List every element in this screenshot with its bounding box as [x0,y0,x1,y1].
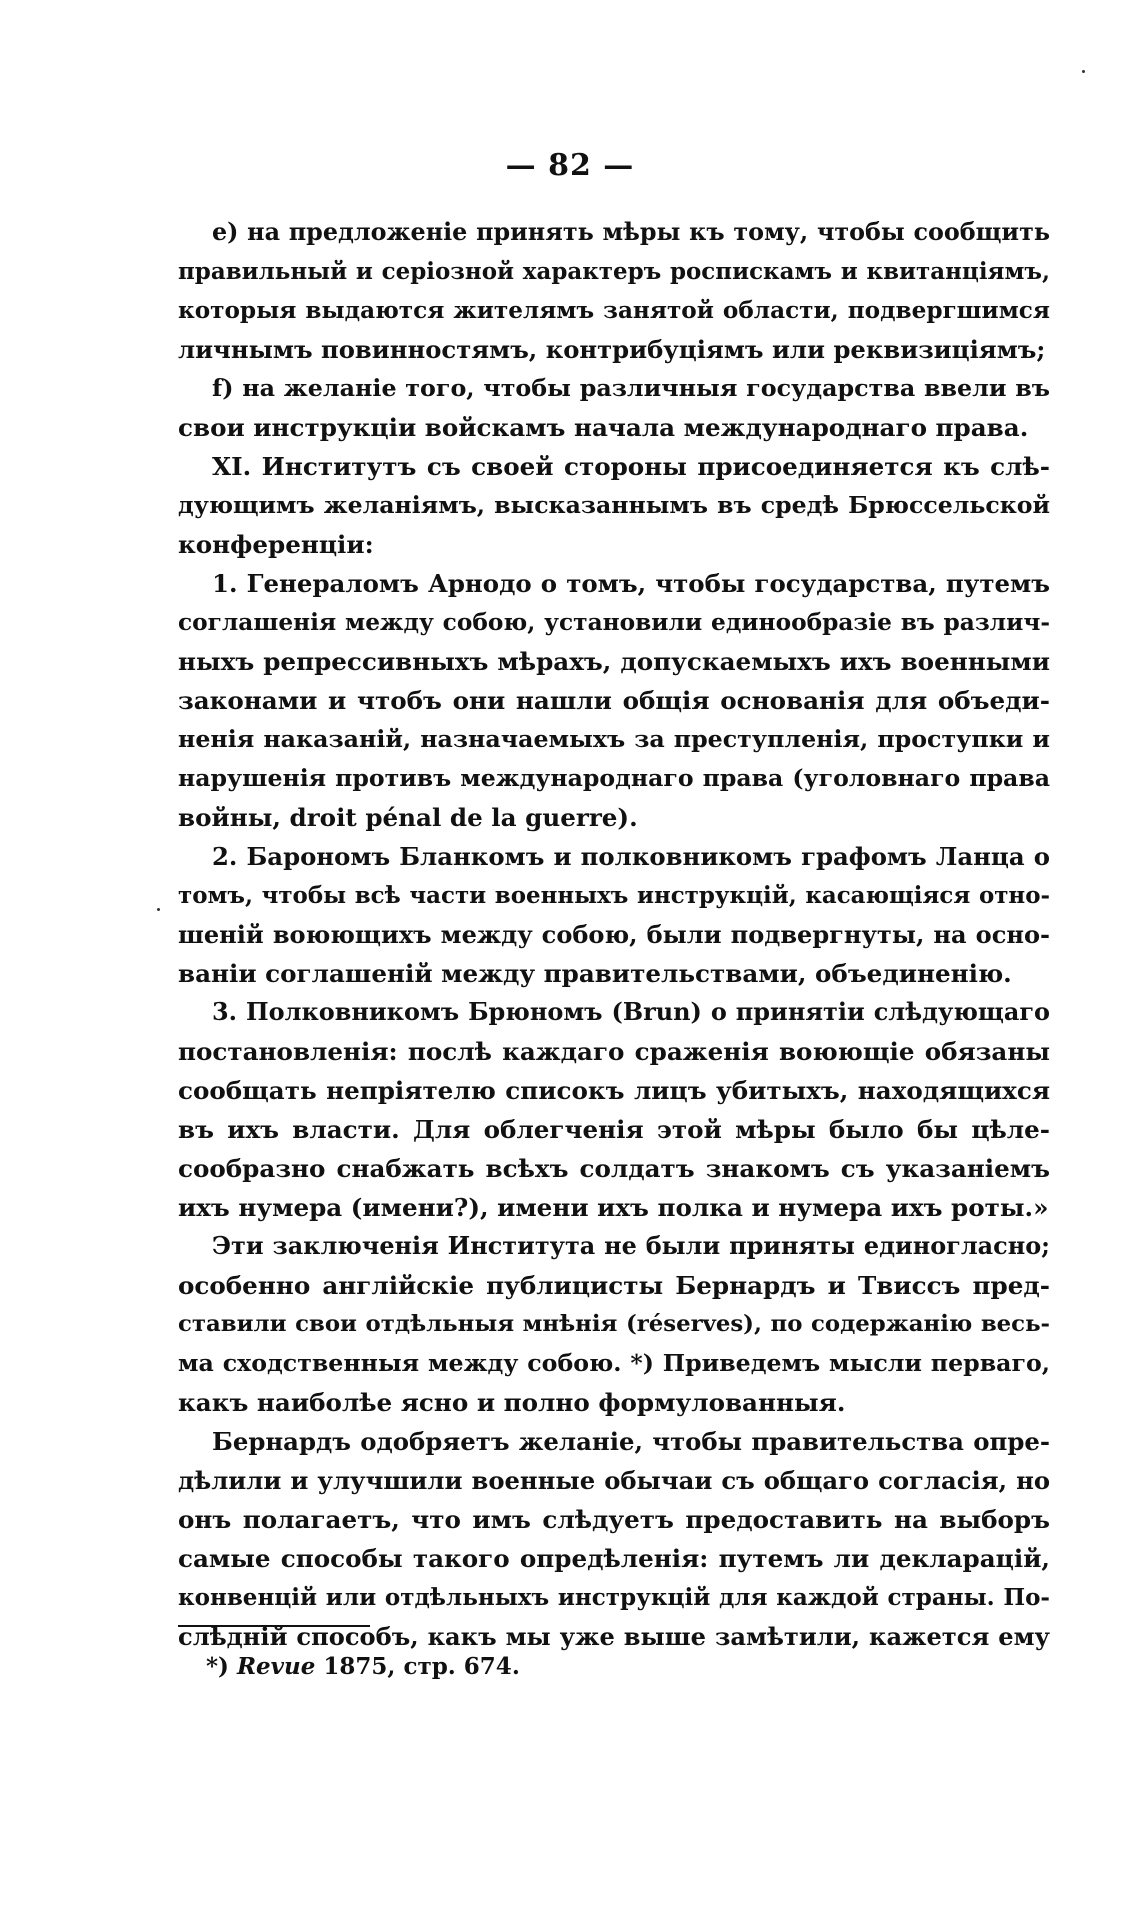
text-line: ихъ нумера (имени?), имени ихъ полка и нумера ихъ роты.» [178,1193,1049,1222]
footnote-source: Revue [236,1653,316,1680]
text-line: свои инструкціи войскамъ начала международнаго права. [178,413,1029,442]
text-line: дующимъ желаніямъ, высказаннымъ въ средѣ Брюссельской [178,491,1050,519]
text-line: войны, droit pénal de la guerre). [178,803,638,832]
text-line: 3. Полковникомъ Брюномъ (Brun) о принятіи слѣдующаго [212,998,1050,1026]
text-line: которыя выдаются жителямъ занятой области, подвергшимся [178,297,1050,324]
text-line: какъ наиболѣе ясно и полно формулованныя. [178,1388,846,1417]
text-line: онъ полагаетъ, что имъ слѣдуетъ предоставить на выборъ [178,1505,1050,1534]
text-line: слѣдній способъ, какъ мы уже выше замѣтили, кажется ему [178,1622,1050,1651]
text-line: 1. Генераломъ Арнодо о томъ, чтобы государства, путемъ [212,569,1050,598]
text-line: дѣлили и улучшили военные обычаи съ общаго согласія, но [178,1466,1050,1495]
text-line: постановленія: послѣ каждаго сраженія воюющіе обязаны [178,1037,1050,1066]
paper-speck [1082,70,1085,73]
text-line: Бернардъ одобряетъ желаніе, чтобы правительства опре- [212,1427,1050,1456]
text-line: f) на желаніе того, чтобы различныя государства ввели въ [212,374,1050,402]
text-line: XI. Институтъ съ своей стороны присоединяется къ слѣ- [212,452,1050,481]
text-line: ныхъ репрессивныхъ мѣрахъ, допускаемыхъ ихъ военными [178,647,1050,676]
text-line: въ ихъ власти. Для облегченія этой мѣры было бы цѣле- [178,1115,1050,1144]
text-line: 2. Барономъ Бланкомъ и полковникомъ графомъ Ланца о [212,842,1050,871]
footnote-marker: *) [206,1653,229,1680]
text-line: сообщать непріятелю списокъ лицъ убитыхъ, находящихся [178,1076,1050,1105]
footnote [206,1653,520,1680]
text-line: ставили свои отдѣльныя мнѣнія (réserves), по содержанію весь- [178,1311,1050,1337]
text-line: личнымъ повинностямъ, контрибуціямъ или реквизиціямъ; [178,335,1046,364]
text-line: Эти заключенія Института не были приняты единогласно; [212,1232,1050,1260]
text-line: особенно англійскіе публицисты Бернардъ и Твиссъ пред- [178,1271,1050,1300]
body-text [178,213,1050,1656]
text-line: конференціи: [178,530,374,559]
text-line: законами и чтобъ они нашли общія основанія для объеди- [178,686,1050,715]
text-line: нарушенія противъ международнаго права (уголовнаго права [178,764,1050,792]
text-line: ненія наказаній, назначаемыхъ за преступленія, проступки и [178,725,1050,753]
footnote-divider [178,1625,370,1627]
text-line: соглашенія между собою, установили единообразіе въ различ- [178,609,1050,636]
text-line: правильный и серіозной характеръ роспискамъ и квитанціямъ, [178,258,1050,285]
page-number: — 82 — [505,148,635,183]
text-line: шеній воюющихъ между собою, были подвергнуты, на осно- [178,920,1050,949]
footnote-detail: 1875, стр. 674. [323,1653,520,1680]
text-line: томъ, чтобы всѣ части военныхъ инструкцій, касающіяся отно- [178,882,1050,909]
text-line: конвенцій или отдѣльныхъ инструкцій для каждой страны. По- [178,1584,1050,1611]
text-line: сообразно снабжать всѣхъ солдатъ знакомъ съ указаніемъ [178,1154,1050,1183]
text-line: ваніи соглашеній между правительствами, объединенію. [178,959,1012,988]
text-line: ма сходственныя между собою. *) Приведемъ мысли перваго, [178,1349,1050,1377]
paper-speck [157,908,160,911]
text-line: самые способы такого опредѣленія: путемъ ли декларацій, [178,1544,1050,1573]
text-line: e) на предложеніе принять мѣры къ тому, чтобы сообщить [212,218,1050,246]
